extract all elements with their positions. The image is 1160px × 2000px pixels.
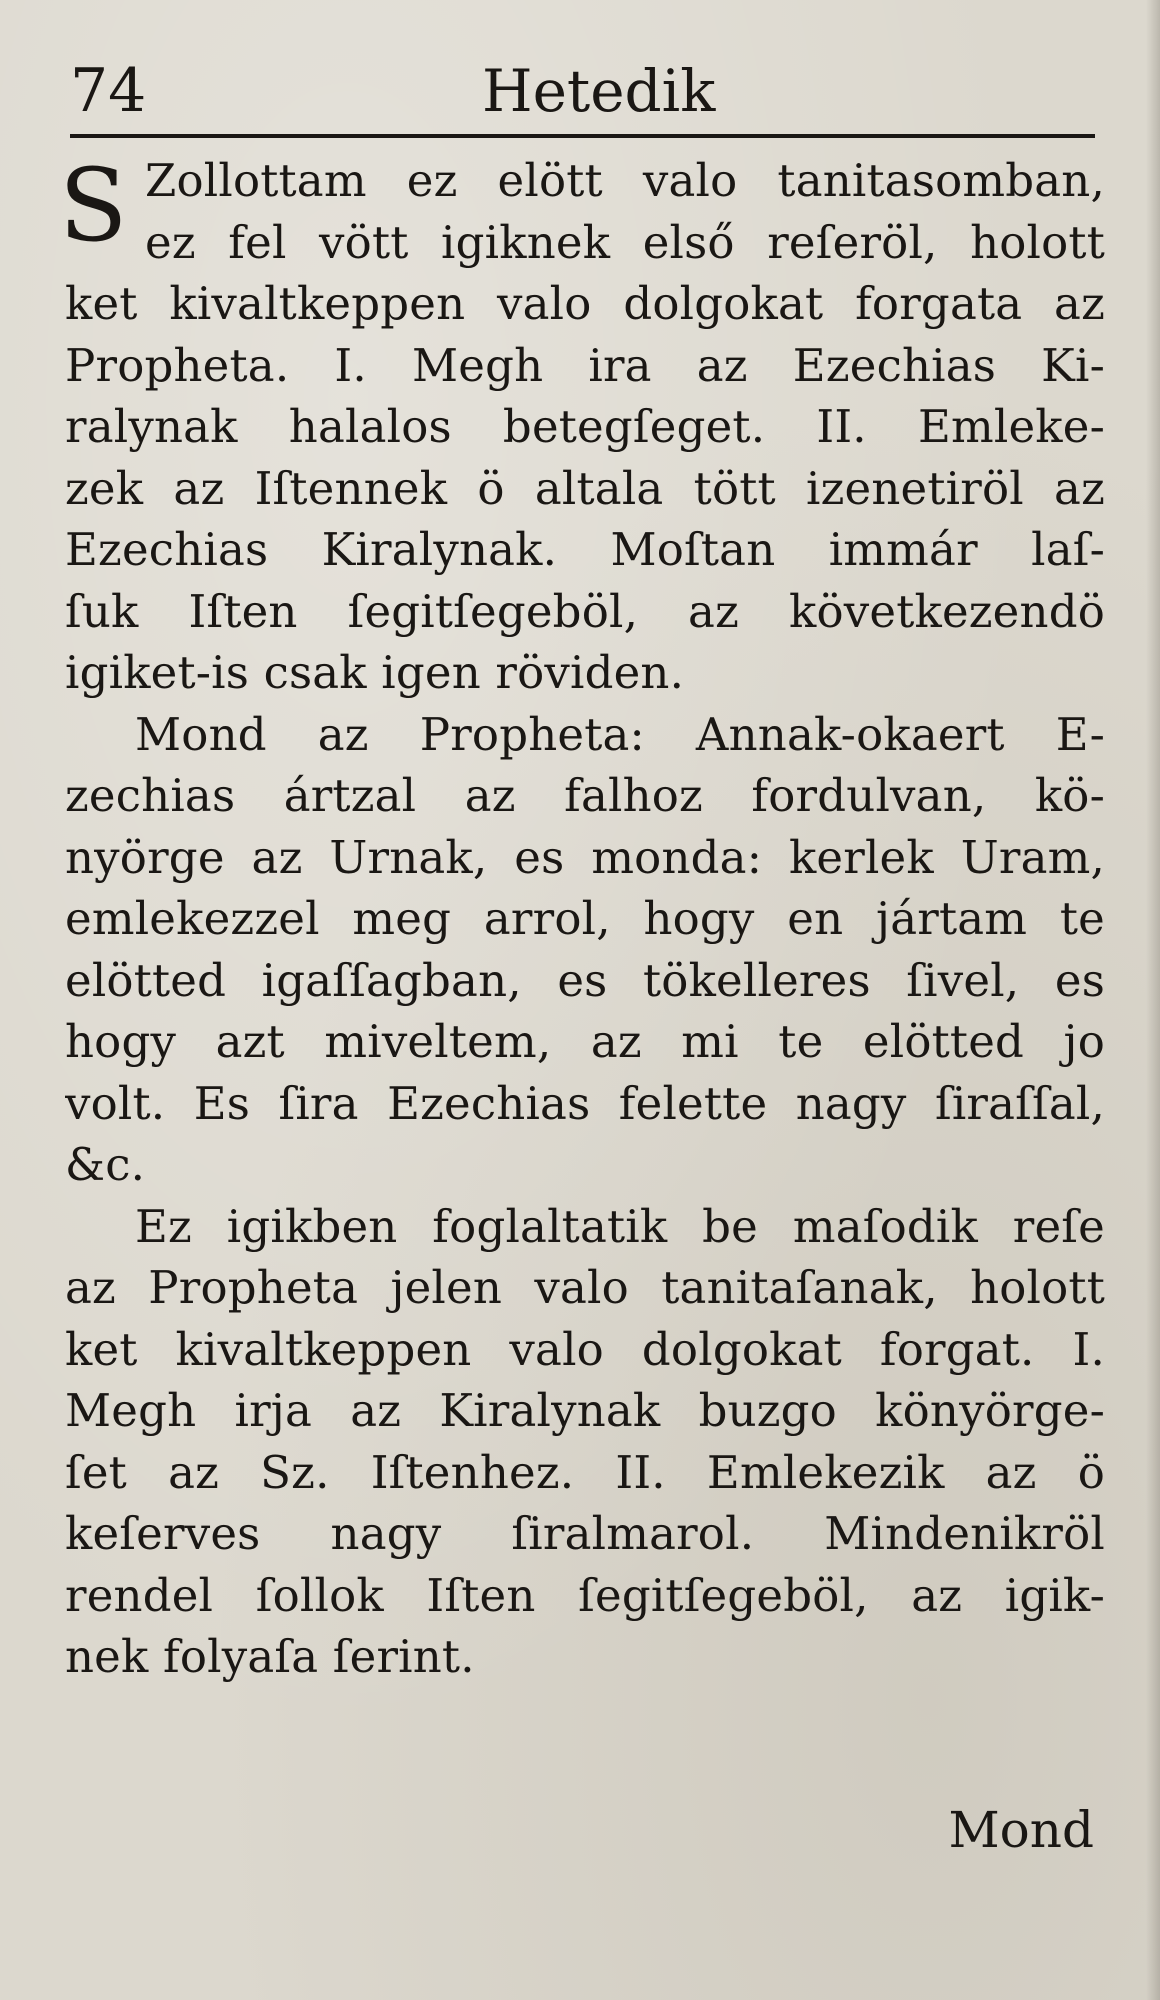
text-line: az Propheta jelen valo tanitaſanak, holott [65, 1261, 1105, 1314]
text-line: &c. [65, 1138, 146, 1191]
text-line: zek az Iſtennek ö altala tött izenetiröl az [65, 461, 1105, 515]
running-head: Hetedik [482, 57, 716, 125]
page-number: 74 [70, 56, 147, 126]
text-line: volt. Es ſira Ezechias felette nagy ſiraſſal, [65, 1076, 1105, 1130]
text-line: Megh irja az Kiralynak buzgo könyörge- [65, 1384, 1105, 1437]
text-line: ket kivaltkeppen valo dolgokat forgata az [65, 277, 1105, 330]
text-line: ralynak halalos betegſeget. II. Emleke- [65, 400, 1105, 453]
text-line: keſerves nagy ſiralmarol. Mindenikröl [65, 1507, 1105, 1560]
text-line: zechias ártzal az falhoz fordulvan, kö- [65, 769, 1105, 822]
text-line: ez fel vött igiknek első reſeröl, holott [145, 215, 1105, 269]
text-line: nyörge az Urnak, es monda: kerlek Uram, [65, 830, 1105, 884]
header-rule [70, 134, 1095, 138]
text-line: elötted igaſſagban, es tökelleres ſivel, es [65, 953, 1105, 1007]
page-edge-shadow [1146, 0, 1160, 2000]
text-line: Zollottam ez elött valo tanitasomban, [145, 154, 1105, 207]
text-line: Propheta. I. Megh ira az Ezechias Ki- [65, 338, 1105, 392]
text-line: hogy azt miveltem, az mi te elötted jo [65, 1015, 1105, 1068]
text-line: ſuk Iſten ſegitſegeböl, az következendö [65, 584, 1105, 638]
body-text [59, 147, 1105, 1688]
text-line: Mond az Propheta: Annak-okaert E- [135, 707, 1105, 761]
text-line: ket kivaltkeppen valo dolgokat forgat. I. [65, 1322, 1105, 1376]
text-line: igiket-is csak igen röviden. [65, 646, 685, 699]
text-line: nek folyaſa ſerint. [65, 1630, 475, 1683]
page-header [70, 48, 1100, 128]
drop-cap: S [59, 147, 128, 264]
catchword: Mond [948, 1801, 1094, 1859]
text-line: Ezechias Kiralynak. Moſtan immár laſ- [65, 523, 1105, 576]
text-line: Ez igikben foglaltatik be maſodik reſe [135, 1199, 1105, 1253]
text-line: ſet az Sz. Iſtenhez. II. Emlekezik az ö [65, 1445, 1105, 1499]
text-line: emlekezzel meg arrol, hogy en jártam te [65, 892, 1105, 945]
text-line: rendel ſollok Iſten ſegitſegeböl, az igik- [65, 1568, 1105, 1622]
